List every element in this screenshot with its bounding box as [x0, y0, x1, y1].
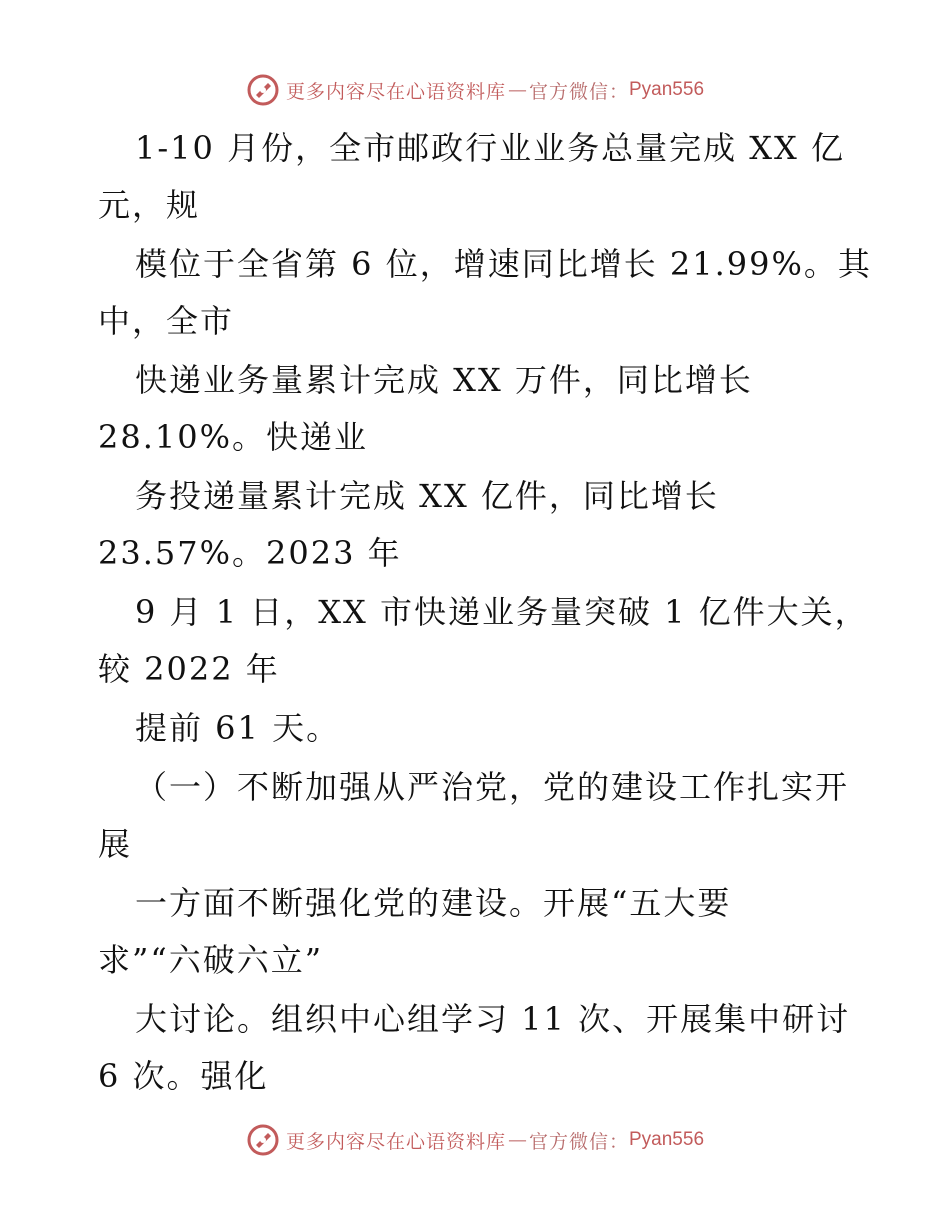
body-line-12: 一方面不断强化党的建设。开展“五大要	[135, 884, 732, 922]
watermark-wechat-label: 官方微信：	[528, 80, 629, 103]
body-line-6: 28.10%。快递业	[98, 418, 369, 456]
body-line-3: 模位于全省第 6 位，增速同比增长 21.99%。其	[135, 245, 872, 283]
body-line-4: 中，全市	[98, 302, 235, 340]
body-line-9: 9 月 1 日，XX 市快递业务量突破 1 亿件大关，	[135, 593, 869, 631]
body-line-10: 较 2022 年	[98, 650, 280, 688]
body-line-5: 快递业务量累计完成 XX 万件，同比增长	[135, 361, 753, 399]
body-line-15: 6 次。强化	[98, 1057, 269, 1095]
brand-logo-icon	[246, 1123, 280, 1157]
watermark-main-text: 更多内容尽在心语资料库	[285, 1130, 506, 1153]
section-heading: （一）不断加强从严治党，党的建设工作扎实开	[135, 768, 850, 806]
watermark-wechat-id: Pyan556	[629, 1129, 705, 1150]
watermark-main-text: 更多内容尽在心语资料库	[285, 80, 506, 103]
body-line-2: 元，规	[98, 186, 201, 224]
section-heading-continued: 展	[98, 825, 133, 863]
body-line-13: 求”“六破六立”	[98, 941, 324, 979]
watermark-wechat-id: Pyan556	[629, 79, 705, 100]
watermark-wechat-label: 官方微信：	[528, 1130, 629, 1153]
body-line-8: 23.57%。2023 年	[98, 534, 402, 572]
watermark-separator: —	[507, 79, 527, 101]
footer-watermark	[0, 1120, 950, 1160]
body-line-11: 提前 61 天。	[135, 709, 341, 747]
body-line-14: 大讨论。组织中心组学习 11 次、开展集中研讨	[135, 1000, 851, 1038]
watermark-separator: —	[507, 1129, 527, 1151]
body-line-7: 务投递量累计完成 XX 亿件，同比增长	[135, 477, 719, 515]
body-line-1: 1-10 月份，全市邮政行业业务总量完成 XX 亿	[135, 129, 845, 167]
